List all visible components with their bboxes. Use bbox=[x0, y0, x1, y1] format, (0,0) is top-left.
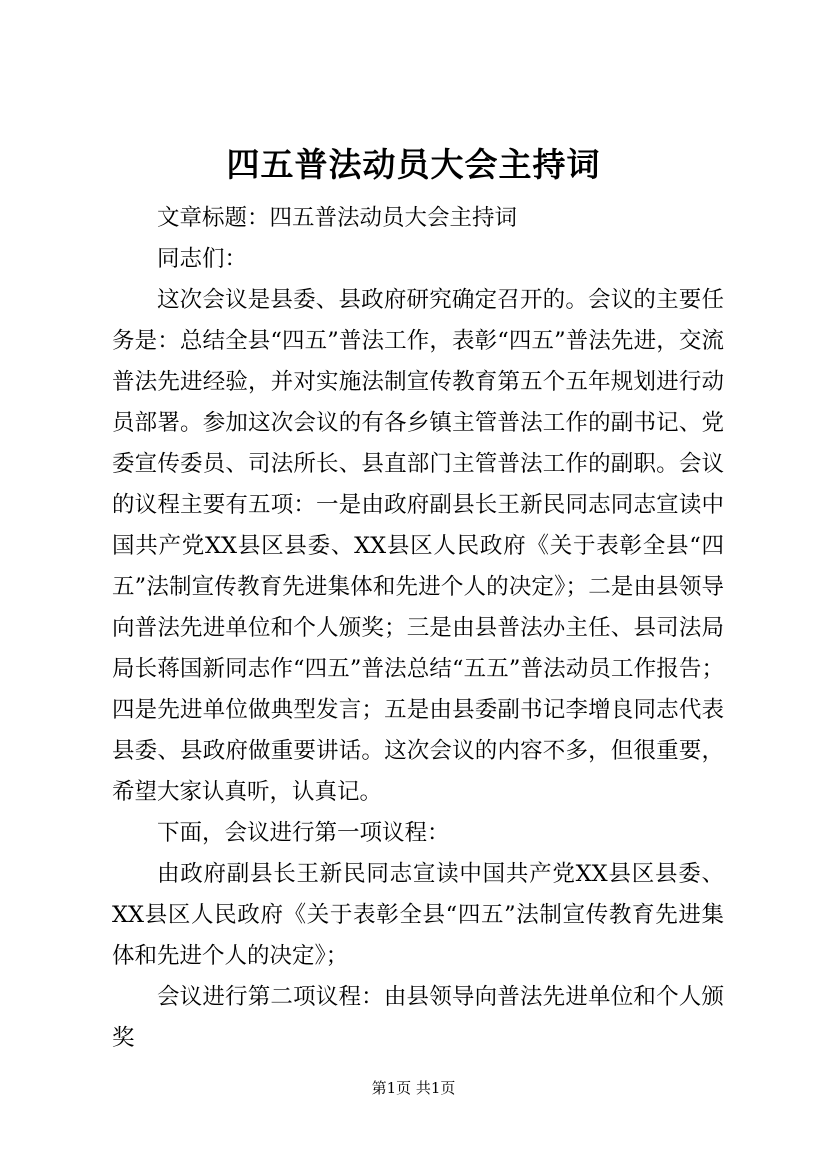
body-paragraph-agenda-2: 会议进行第二项议程：由县领导向普法先进单位和个人颁奖 bbox=[112, 984, 724, 1051]
body-paragraph-decision: 由政府副县长王新民同志宣读中国共产党XX县区县委、XX县区人民政府《关于表彰全县“四五”法制宣传教育先进集体和先进个人的决定》； bbox=[112, 861, 724, 969]
article-title-line: 文章标题：四五普法动员大会主持词 bbox=[157, 205, 518, 231]
page-footer: 第1页 共1页 bbox=[371, 1079, 456, 1097]
salutation: 同志们： bbox=[157, 246, 248, 272]
body-paragraph-agenda-1: 下面，会议进行第一项议程： bbox=[157, 820, 450, 846]
body-paragraph-intro: 这次会议是县委、县政府研究确定召开的。会议的主要任务是：总结全县“四五”普法工作，表彰“四五”普法先进，交流普法先进经验，并对实施法制宣传教育第五个五年规划进行动员部署。参加这次会议的有各乡镇主管普法工作的副书记、党委宣传委员、司法所长、县直部门主管普法工作的副职。会议的议程主要有五项：一是由政府副县长王新民同志同志宣读中国共产党XX县区县委、XX县区人民政府《关于表彰全县“四五”法制宣传教育先进集体和先进个人的决定》；二是由县领导向普法先进单位和个人颁奖；三是由县普法办主任、县司法局局长蒋国新同志作“四五”普法总结“五五”普法动员工作报告；四是先进单位做典型发言；五是由县委副书记李增良同志代表县委、县政府做重要讲话。这次会议的内容不多，但很重要，希望大家认真听，认真记。 bbox=[112, 287, 724, 805]
document-title: 四五普法动员大会主持词 bbox=[226, 145, 601, 184]
document-body bbox=[112, 198, 724, 1059]
